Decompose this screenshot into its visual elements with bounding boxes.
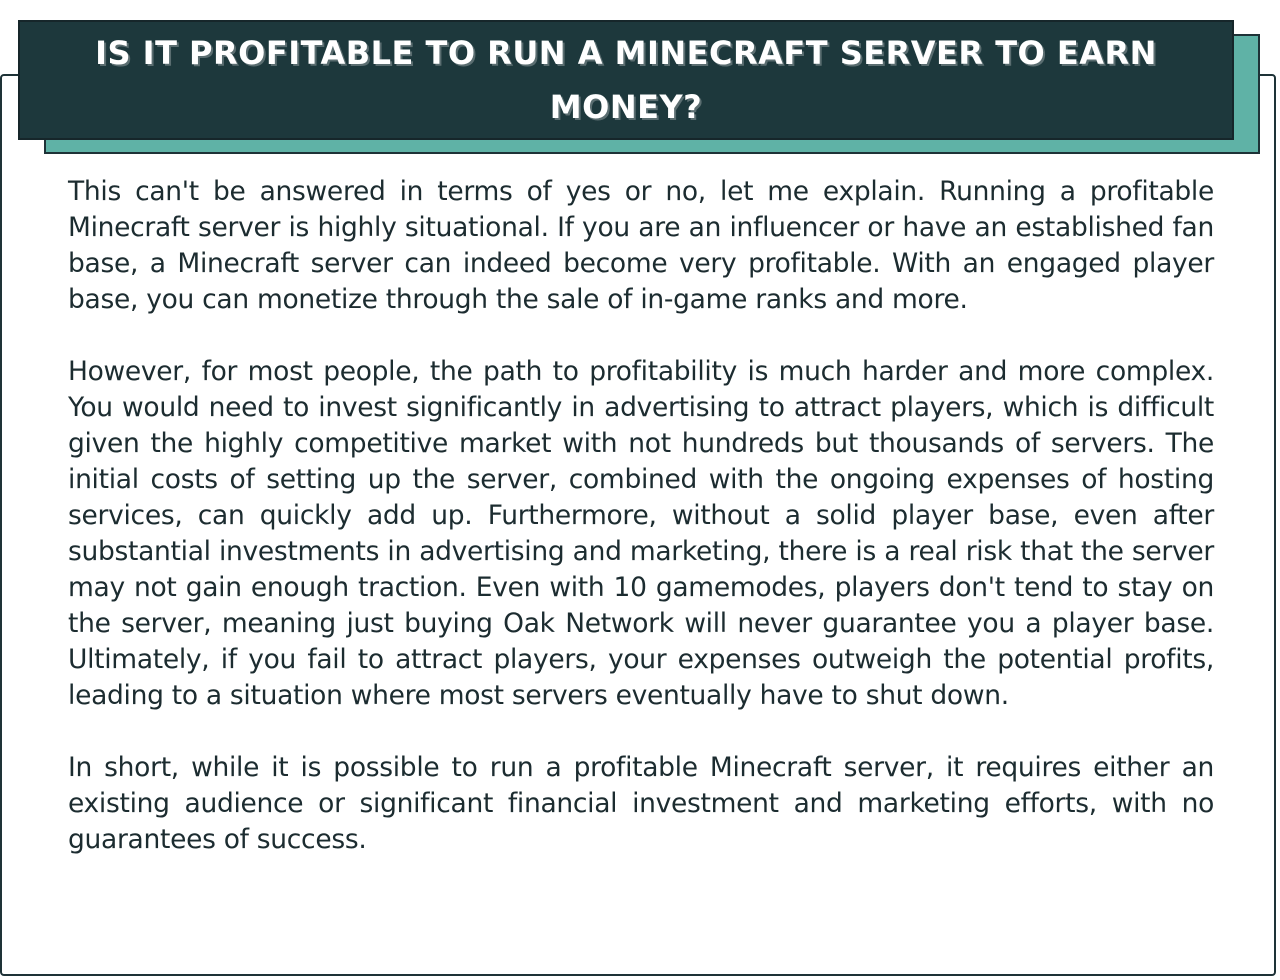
- article-body: [68, 174, 1214, 894]
- paragraph-intro: This can't be answered in terms of yes or no, let me explain. Running a profitable Minecraft server is highly situational. If you are an influencer or have an established fan base, a Minecraft server can indeed become very profitable. With an engaged player base, you can monetize through the sale of in-game ranks and more.: [68, 176, 1214, 315]
- paragraph-challenges: However, for most people, the path to profitability is much harder and more complex. You would need to invest significantly in advertising to attract players, which is difficult given the highly competitive market with not hundreds but thousands of servers. The initial costs of setting up the server, combined with the ongoing expenses of hosting services, can quickly add up. Furthermore, without a solid player base, even after substantial investments in advertising and marketing, there is a real risk that the server may not gain enough traction. Even with 10 gamemodes, players don't tend to stay on the server, meaning just buying Oak Network will never guarantee you a player base. Ultimately, if you fail to attract players, your expenses outweigh the potential profits, leading to a situation where most servers eventually have to shut down.: [68, 356, 1214, 711]
- page-title: IS IT PROFITABLE TO RUN A MINECRAFT SERVER TO EARN MONEY?: [95, 34, 1157, 126]
- paragraph-conclusion: In short, while it is possible to run a profitable Minecraft server, it requires either an existing audience or significant financial investment and marketing efforts, with no guarantees of success.: [68, 752, 1214, 855]
- title-banner: [18, 20, 1234, 140]
